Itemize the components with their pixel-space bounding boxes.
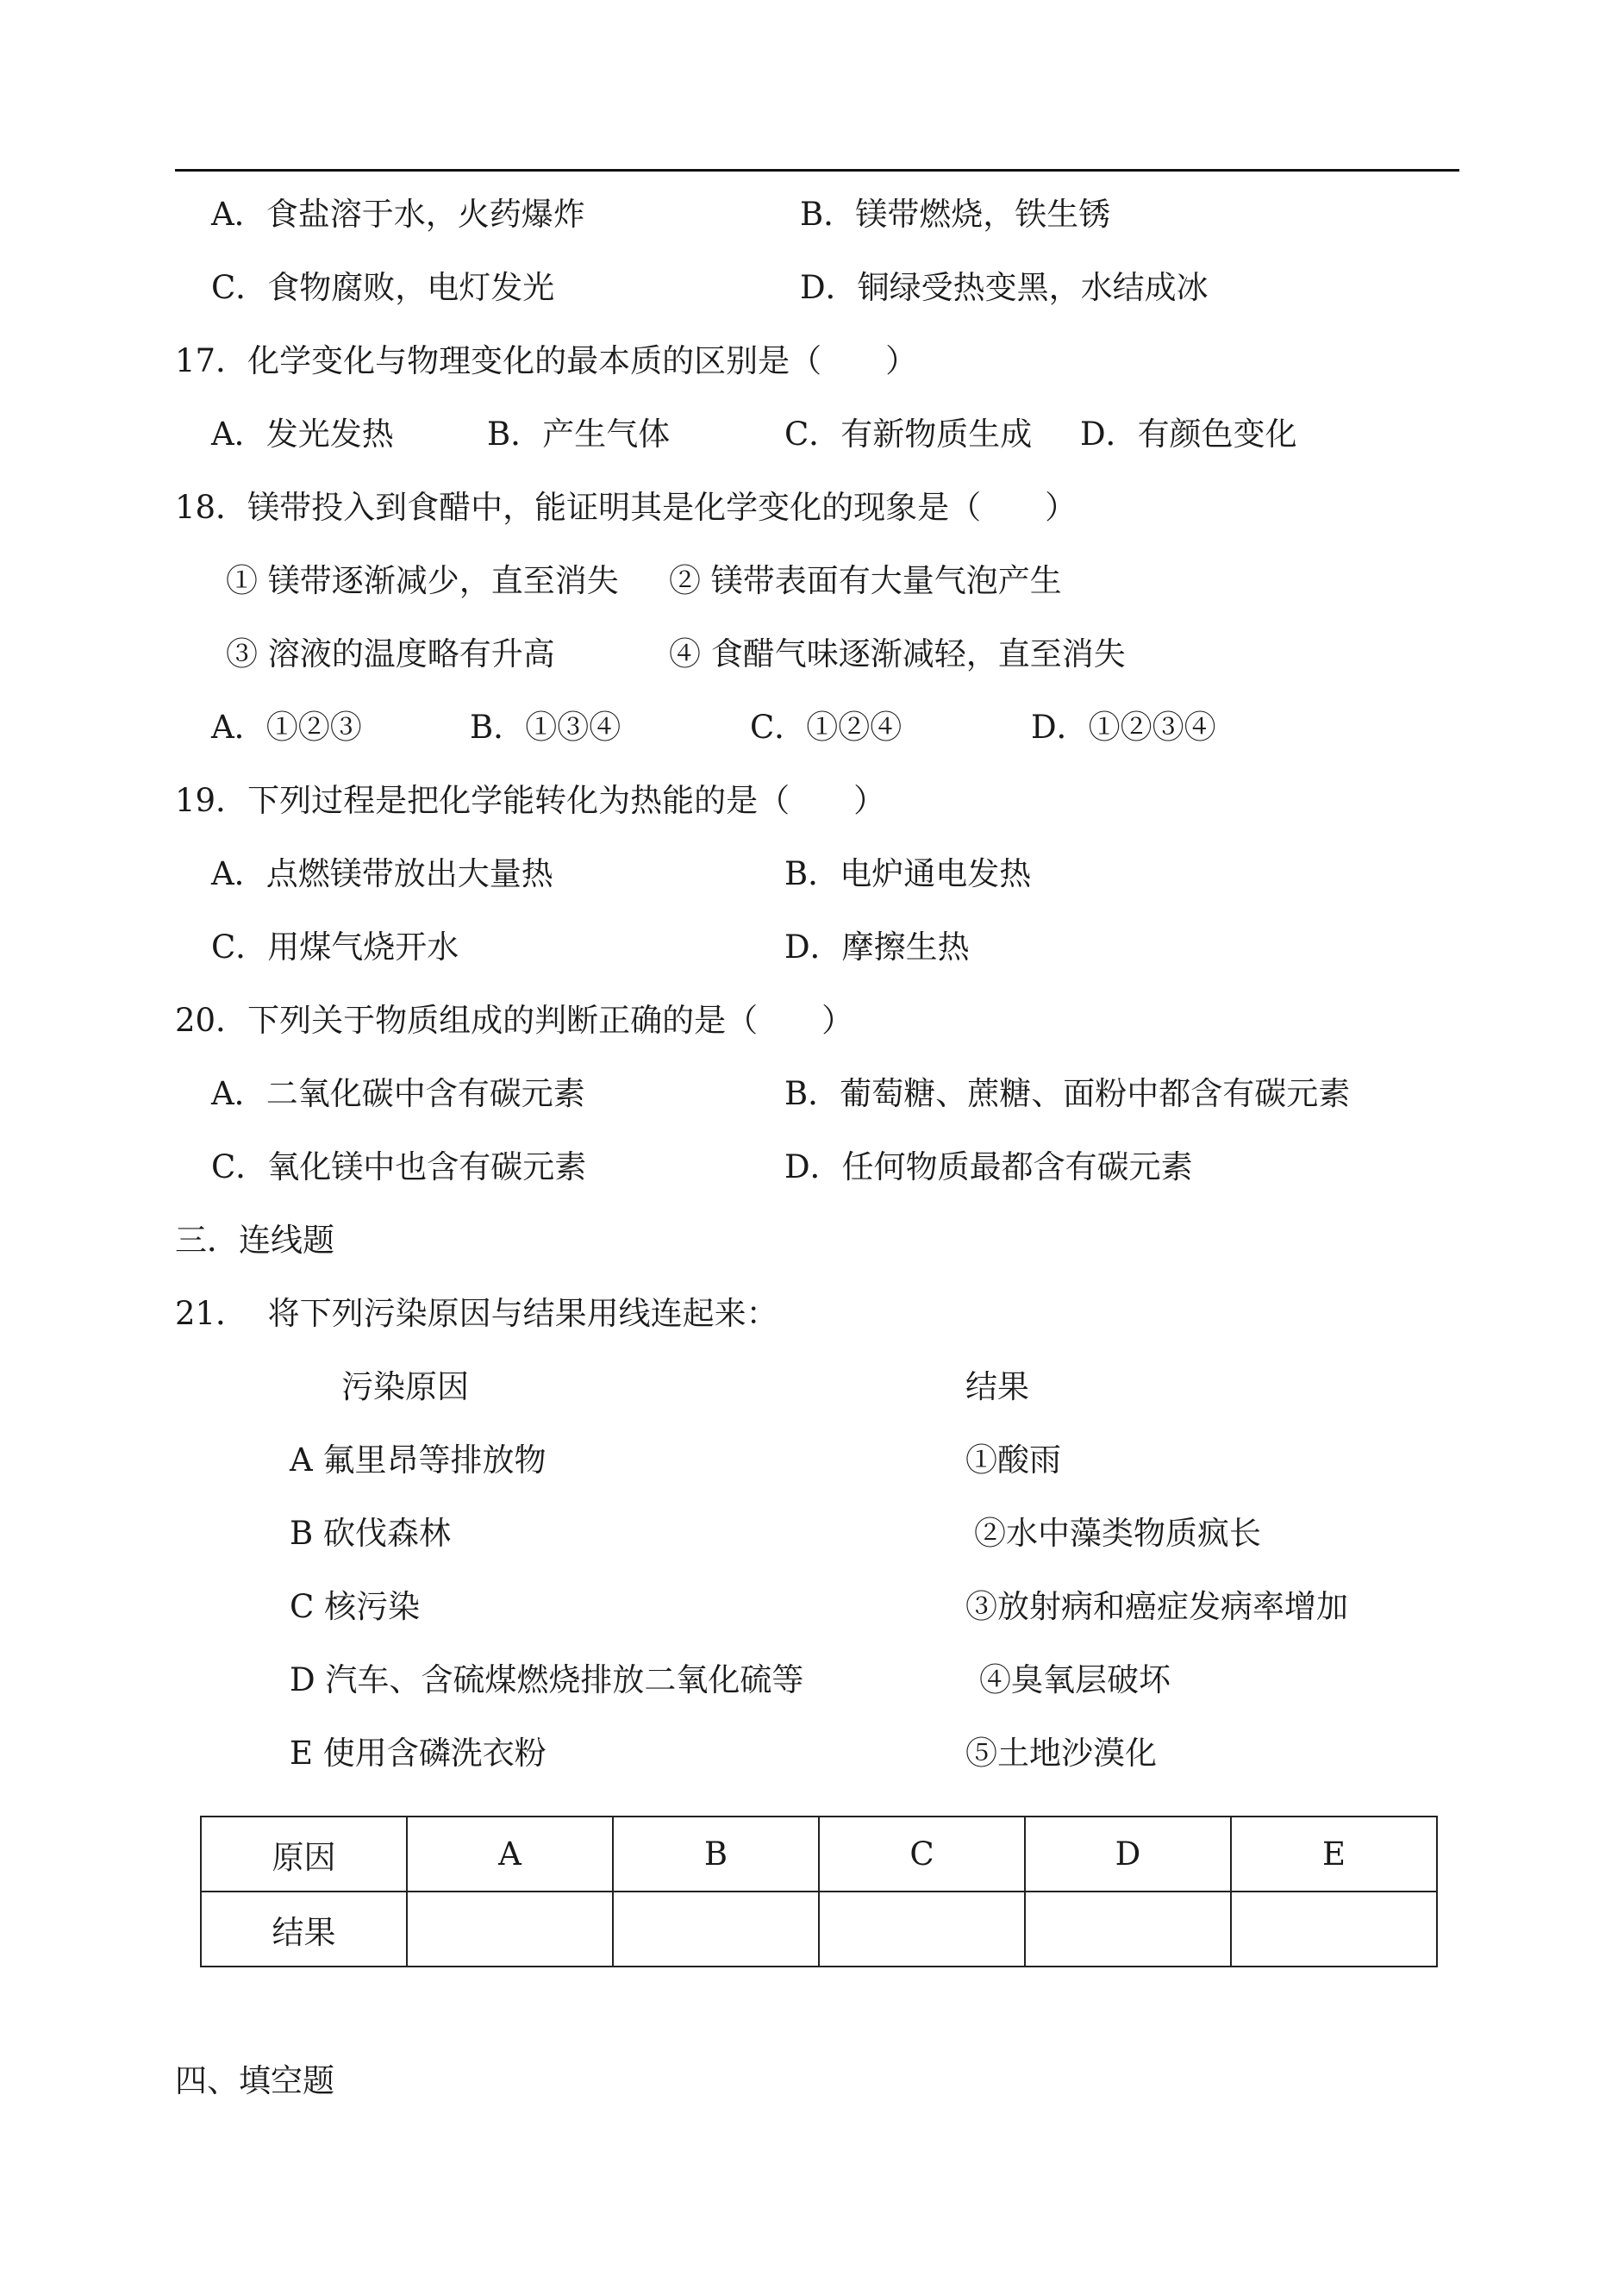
q20-option-b: B．葡萄糖、蔗糖、面粉中都含有碳元素	[784, 1075, 1351, 1112]
q19-stem: 19．下列过程是把化学能转化为热能的是（ ）	[175, 782, 886, 819]
section-3-title: 三．连线题	[175, 1222, 334, 1259]
table-row-label-result: 结果	[201, 1892, 407, 1967]
q21-cause-b: B 砍伐森林	[290, 1515, 451, 1552]
q18-option-a: A．①②③	[211, 709, 362, 746]
q21-result-3: ③放射病和癌症发病率增加	[965, 1588, 1348, 1625]
q21-result-2: ②水中藻类物质疯长	[974, 1515, 1261, 1552]
q21-cause-d: D 汽车、含硫煤燃烧排放二氧化硫等	[290, 1661, 804, 1698]
q17-option-d: D．有颜色变化	[1080, 416, 1297, 453]
q16-option-c: C．食物腐败，电灯发光	[211, 269, 555, 306]
q18-item-3: ③ 溶液的温度略有升高	[226, 635, 555, 672]
header-rule	[175, 169, 1459, 172]
q20-option-a: A．二氧化碳中含有碳元素	[211, 1075, 585, 1112]
table-col-header-c: C	[819, 1817, 1025, 1892]
q17-option-c: C．有新物质生成	[784, 416, 1033, 453]
table-row-causes	[201, 1817, 1437, 1892]
table-col-header-d: D	[1025, 1817, 1231, 1892]
table-answer-cell-e[interactable]	[1231, 1892, 1437, 1967]
table-answer-cell-a[interactable]	[407, 1892, 613, 1967]
table-answer-cell-b[interactable]	[613, 1892, 819, 1967]
q16-option-d: D．铜绿受热变黑，水结成冰	[800, 269, 1209, 306]
q21-result-5: ⑤土地沙漠化	[965, 1735, 1157, 1772]
table-answer-cell-d[interactable]	[1025, 1892, 1231, 1967]
q19-option-b: B．电炉通电发热	[784, 855, 1032, 892]
q19-option-a: A．点燃镁带放出大量热	[211, 855, 553, 892]
q17-option-b: B．产生气体	[487, 416, 671, 453]
table-col-header-b: B	[613, 1817, 819, 1892]
q19-option-d: D．摩擦生热	[784, 929, 970, 966]
q18-option-d: D．①②③④	[1031, 709, 1216, 746]
q21-result-1: ①酸雨	[965, 1441, 1061, 1479]
q20-option-c: C．氧化镁中也含有碳元素	[211, 1148, 587, 1185]
q19-option-c: C．用煤气烧开水	[211, 929, 459, 966]
q17-option-a: A．发光发热	[211, 416, 394, 453]
q21-result-4: ④臭氧层破坏	[979, 1661, 1171, 1698]
q16-option-a: A．食盐溶于水，火药爆炸	[211, 196, 585, 233]
table-row-results	[201, 1892, 1437, 1967]
q18-stem: 18．镁带投入到食醋中，能证明其是化学变化的现象是（ ）	[175, 489, 1077, 526]
q20-stem: 20．下列关于物质组成的判断正确的是（ ）	[175, 1002, 854, 1039]
q21-causes-header: 污染原因	[341, 1368, 469, 1405]
table-col-header-a: A	[407, 1817, 613, 1892]
q20-option-d: D．任何物质最都含有碳元素	[784, 1148, 1193, 1185]
q16-option-b: B．镁带燃烧，铁生锈	[800, 196, 1111, 233]
section-4-title: 四、填空题	[175, 2062, 334, 2099]
q18-option-c: C．①②④	[750, 709, 903, 746]
q17-stem: 17．化学变化与物理变化的最本质的区别是（ ）	[175, 342, 918, 379]
q18-item-2: ② 镁带表面有大量气泡产生	[669, 562, 1062, 599]
table-answer-cell-c[interactable]	[819, 1892, 1025, 1967]
q21-results-header: 结果	[965, 1368, 1029, 1405]
table-col-header-e: E	[1231, 1817, 1437, 1892]
q21-cause-e: E 使用含磷洗衣粉	[290, 1735, 547, 1772]
q18-item-4: ④ 食醋气味逐渐减轻，直至消失	[669, 635, 1126, 672]
q21-answer-table	[200, 1816, 1438, 1967]
q21-stem: 21． 将下列污染原因与结果用线连起来：	[175, 1295, 778, 1332]
q18-option-b: B．①③④	[470, 709, 621, 746]
table-row-label-cause: 原因	[201, 1817, 407, 1892]
q21-cause-c: C 核污染	[290, 1588, 421, 1625]
q18-item-1: ① 镁带逐渐减少，直至消失	[226, 562, 619, 599]
q21-cause-a: A 氟里昂等排放物	[290, 1441, 547, 1479]
